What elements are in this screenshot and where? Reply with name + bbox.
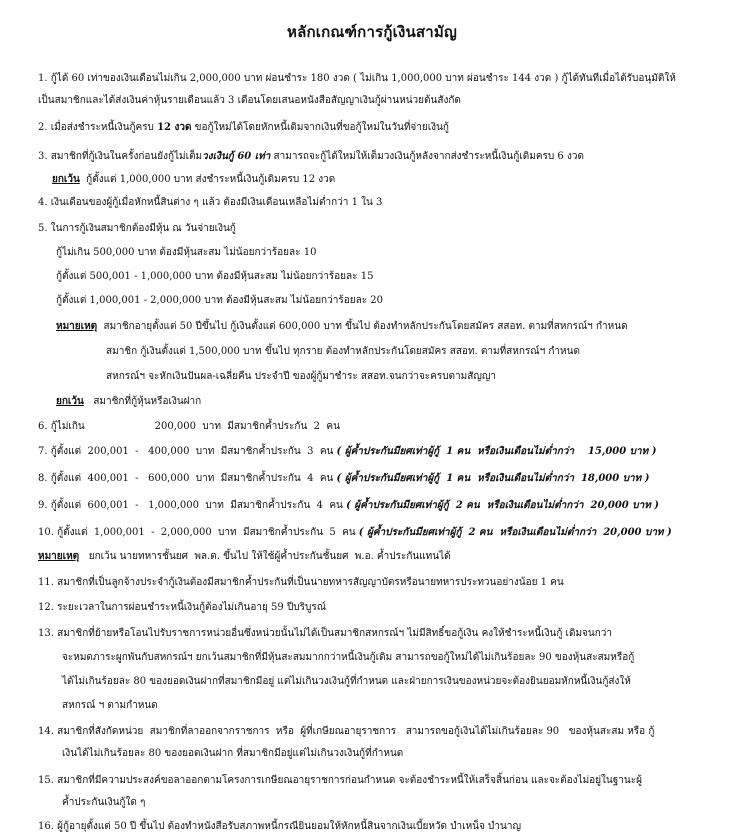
guarantor-condition: ( ผู้ค้ำประกันมียศเท่าผู้กู้ 2 คน หรือเงินเดือนไม่ต่ำกว่า 20,000 บาท ) — [358, 527, 672, 538]
share-row-1: กู้ไม่เกิน 500,000 บาท ต้องมีหุ้นสะสม ไม่น้อยกว่าร้อยละ 10 — [56, 247, 317, 258]
exception-label: ยกเว้น — [52, 174, 80, 185]
item-6 — [38, 420, 340, 434]
item-3 — [38, 150, 584, 164]
item-3-exception — [52, 173, 335, 187]
item-text: กู้ตั้งแต่ 200,001 - 400,000 บาท มีสมาชิกค้ำประกัน 3 คน — [50, 446, 337, 457]
item-13-line-1 — [38, 627, 612, 641]
item-number: 1. — [38, 73, 48, 84]
item-text: สมาชิกที่ย้ายหรือโอนไปรับราชการหน่วยอื่นซึ่งหน่วยนั้นไม่ได้เป็นสมาชิกสหกรณ์ฯ ไม่มีสิทธิ์ขอกู้เงิน คงให้ชำระหนี้เงินกู้ เดิมจนกว่า — [57, 628, 613, 639]
item-number: 5. — [38, 223, 48, 234]
item-5-note-2: สมาชิก กู้เงินตั้งแต่ 1,500,000 บาท ขึ้นไป ทุกราย ต้องทำหลักประกันโดยสมัคร สสอท. ตามที่สหกรณ์ฯ กำหนด — [106, 346, 580, 357]
item-5-note-1 — [56, 320, 628, 334]
exception-label: ยกเว้น — [56, 396, 84, 407]
item-number: 16. — [38, 821, 54, 832]
item-number: 2. — [38, 122, 48, 133]
document-title: หลักเกณฑ์การกู้เงินสามัญ — [287, 23, 457, 41]
item-number: 3. — [38, 151, 48, 162]
item-text: ผู้กู้อายุตั้งแต่ 50 ปี ขึ้นไป ต้องทำหนังสือรับสภาพหนี้กรณียินยอมให้หักหนี้สินจากเงินเบี้ยหวัด บำเหน็จ บำนาญ — [57, 821, 521, 832]
item-text: สมาชิกที่มีความประสงค์ขอลาออกตามโครงการเกษียณอายุราชการก่อนกำหนด จะต้องชำระหนี้ให้เสร็จสิ้นก่อน และจะต้องไม่อยู่ในฐานะผู้ — [57, 775, 642, 786]
item-11 — [38, 576, 564, 590]
item-5 — [38, 222, 236, 236]
item-number: 8. — [38, 473, 48, 484]
item-2 — [38, 121, 449, 135]
note-label: หมายเหตุ — [56, 321, 98, 332]
item-text: กู้ตั้งแต่ 400,001 - 600,000 บาท มีสมาชิกค้ำประกัน 4 คน — [50, 473, 337, 484]
item-text: กู้ตั้งแต่ 600,001 - 1,000,000 บาท มีสมาชิกค้ำประกัน 4 คน — [50, 500, 347, 511]
guarantor-condition: ( ผู้ค้ำประกันมียศเท่าผู้กู้ 1 คน หรือเงินเดือนไม่ต่ำกว่า 18,000 บาท ) — [336, 473, 650, 484]
item-10 — [38, 526, 672, 540]
note-text: สมาชิกอายุตั้งแต่ 50 ปีขึ้นไป กู้เงินตั้งแต่ 600,000 บาท ขึ้นไป ต้องทำหลักประกันโดยสมัคร สสอท. ตามที่สหกรณ์ฯ กำหนด — [97, 321, 628, 332]
item-text: สมาชิกที่เป็นลูกจ้างประจำกู้เงินต้องมีสมาชิกค้ำประกันที่เป็นนายทหารสัญญาบัตรหรือนายทหารประทวนอย่างน้อย 1 คน — [57, 577, 564, 588]
item-5-exception — [56, 395, 201, 409]
item-13-line-4: สหกรณ์ ฯ ตามกำหนด — [62, 700, 158, 711]
item-1-line-2: เป็นสมาชิกและได้ส่งเงินค่าหุ้นรายเดือนแล้ว 3 เดือนโดยเสนอหนังสือสัญญาเงินกู้ผ่านหน่วยต้นสังกัด — [38, 95, 461, 106]
item-text: กู้ได้ 60 เท่าของเงินเดือนไม่เกิน 2,000,000 บาท ผ่อนชำระ 180 งวด ( ไม่เกิน 1,000,000 บาท ผ่อนชำระ 144 งวด ) กู้ได้ทันทีเมื่อได้รับอนุมัติให้ — [50, 73, 676, 84]
note-text: ยกเว้น นายทหารชั้นยศ พล.ต. ขึ้นไป ให้ใช้ผู้ค้ำประกันชั้นยศ พ.อ. ค้ำประกันแทนได้ — [79, 551, 451, 562]
item-number: 10. — [38, 527, 54, 538]
item-15-line-1 — [38, 774, 642, 788]
item-number: 7. — [38, 446, 48, 457]
item-16 — [38, 820, 521, 834]
item-4 — [38, 196, 382, 210]
item-text-bold: วงเงินกู้ 60 เท่า — [202, 151, 271, 162]
item-text: สมาชิกที่สังกัดหน่วย สมาชิกที่ลาออกจากราชการ หรือ ผู้ที่เกษียณอายุราชการ สามารถขอกู้เงินได้ไม่เกินร้อยละ 90 ของหุ้นสะสม หรือ กู้ — [57, 726, 655, 737]
item-13-line-2: จะหมดภาระผูกพันกับสหกรณ์ฯ ยกเว้นสมาชิกที่มีหุ้นสะสมมากกว่าหนี้เงินกู้เดิม สามารถขอกู้ใหม่ได้ไม่เกินร้อยละ 90 ของหุ้นสะสมหรือกู้ — [62, 652, 635, 663]
item-text: กู้ตั้งแต่ 1,000,001 - 2,000,000 บาท มีสมาชิกค้ำประกัน 5 คน — [57, 527, 359, 538]
item-text: กู้ไม่เกิน 200,000 บาท มีสมาชิกค้ำประกัน 2 คน — [50, 421, 340, 432]
item-1-line-1 — [38, 72, 676, 86]
item-12 — [38, 601, 326, 615]
item-number: 11. — [38, 577, 54, 588]
guarantor-condition: ( ผู้ค้ำประกันมียศเท่าผู้กู้ 1 คน หรือเงินเดือนไม่ต่ำกว่า 15,000 บาท ) — [336, 446, 657, 457]
item-text-bold: 12 งวด — [157, 122, 192, 133]
item-text: ระยะเวลาในการผ่อนชำระหนี้เงินกู้ต้องไม่เกินอายุ 59 ปีบริบูรณ์ — [57, 602, 327, 613]
item-14-line-1 — [38, 725, 654, 739]
item-text-post: ขอกู้ใหม่ได้โดยหักหนี้เดิมจากเงินที่ขอกู้ใหม่ในวันที่จ่ายเงินกู้ — [191, 122, 449, 133]
share-row-3: กู้ตั้งแต่ 1,000,001 - 2,000,000 บาท ต้องมีหุ้นสะสม ไม่น้อยกว่าร้อยละ 20 — [56, 295, 383, 306]
item-text-post: สามารถจะกู้ได้ใหม่ให้เต็มวงเงินกู้หลังจากส่งชำระหนี้เงินกู้เดิมครบ 6 งวด — [270, 151, 584, 162]
item-number: 12. — [38, 602, 54, 613]
share-row-2: กู้ตั้งแต่ 500,001 - 1,000,000 บาท ต้องมีหุ้นสะสม ไม่น้อยกว่าร้อยละ 15 — [56, 271, 374, 282]
item-number: 13. — [38, 628, 54, 639]
item-9 — [38, 499, 659, 513]
note-label: หมายเหตุ — [38, 551, 80, 562]
item-text-pre: สมาชิกที่กู้เงินในครั้งก่อนยังกู้ไม่เต็ม — [50, 151, 203, 162]
item-7 — [38, 445, 656, 459]
item-14-line-2: เงินได้ไม่เกินร้อยละ 80 ของยอดเงินฝาก ที่สมาชิกมีอยู่แต่ไม่เกินวงเงินกู้ที่กำหนด — [62, 748, 404, 759]
exception-text: กู้ตั้งแต่ 1,000,000 บาท ส่งชำระหนี้เงินกู้เดิมครบ 12 งวด — [79, 174, 336, 185]
item-8 — [38, 472, 649, 486]
item-5-note-3: สหกรณ์ฯ จะหักเงินปันผล-เฉลี่ยคืน ประจำปี ของผู้กู้มาชำระ สสอท.จนกว่าจะครบตามสัญญา — [106, 371, 496, 382]
item-number: 9. — [38, 500, 48, 511]
guarantor-condition: ( ผู้ค้ำประกันมียศเท่าผู้กู้ 2 คน หรือเงินเดือนไม่ต่ำกว่า 20,000 บาท ) — [346, 500, 660, 511]
item-number: 4. — [38, 197, 48, 208]
item-number: 14. — [38, 726, 54, 737]
rank-note — [38, 550, 451, 564]
item-text: ในการกู้เงินสมาชิกต้องมีหุ้น ณ วันจ่ายเงินกู้ — [50, 223, 236, 234]
item-number: 6. — [38, 421, 48, 432]
item-13-line-3: ได้ไม่เกินร้อยละ 80 ของยอดเงินฝากที่สมาชิกมีอยู่ แต่ไม่เกินวงเงินกู้ที่กำหนด และฝ่ายการเงินของหน่วยจะต้องยินยอมหักหนี้เงินกู้ส่งให้ — [62, 676, 631, 687]
item-15-line-2: ค้ำประกันเงินกู้ใด ๆ — [62, 797, 146, 808]
item-number: 15. — [38, 775, 54, 786]
exception-text: สมาชิกที่กู้หุ้นหรือเงินฝาก — [83, 396, 202, 407]
item-text-pre: เมื่อส่งชำระหนี้เงินกู้ครบ — [50, 122, 158, 133]
item-text: เงินเดือนของผู้กู้เมื่อหักหนี้สินต่าง ๆ แล้ว ต้องมีเงินเดือนเหลือไม่ต่ำกว่า 1 ใน 3 — [50, 197, 383, 208]
